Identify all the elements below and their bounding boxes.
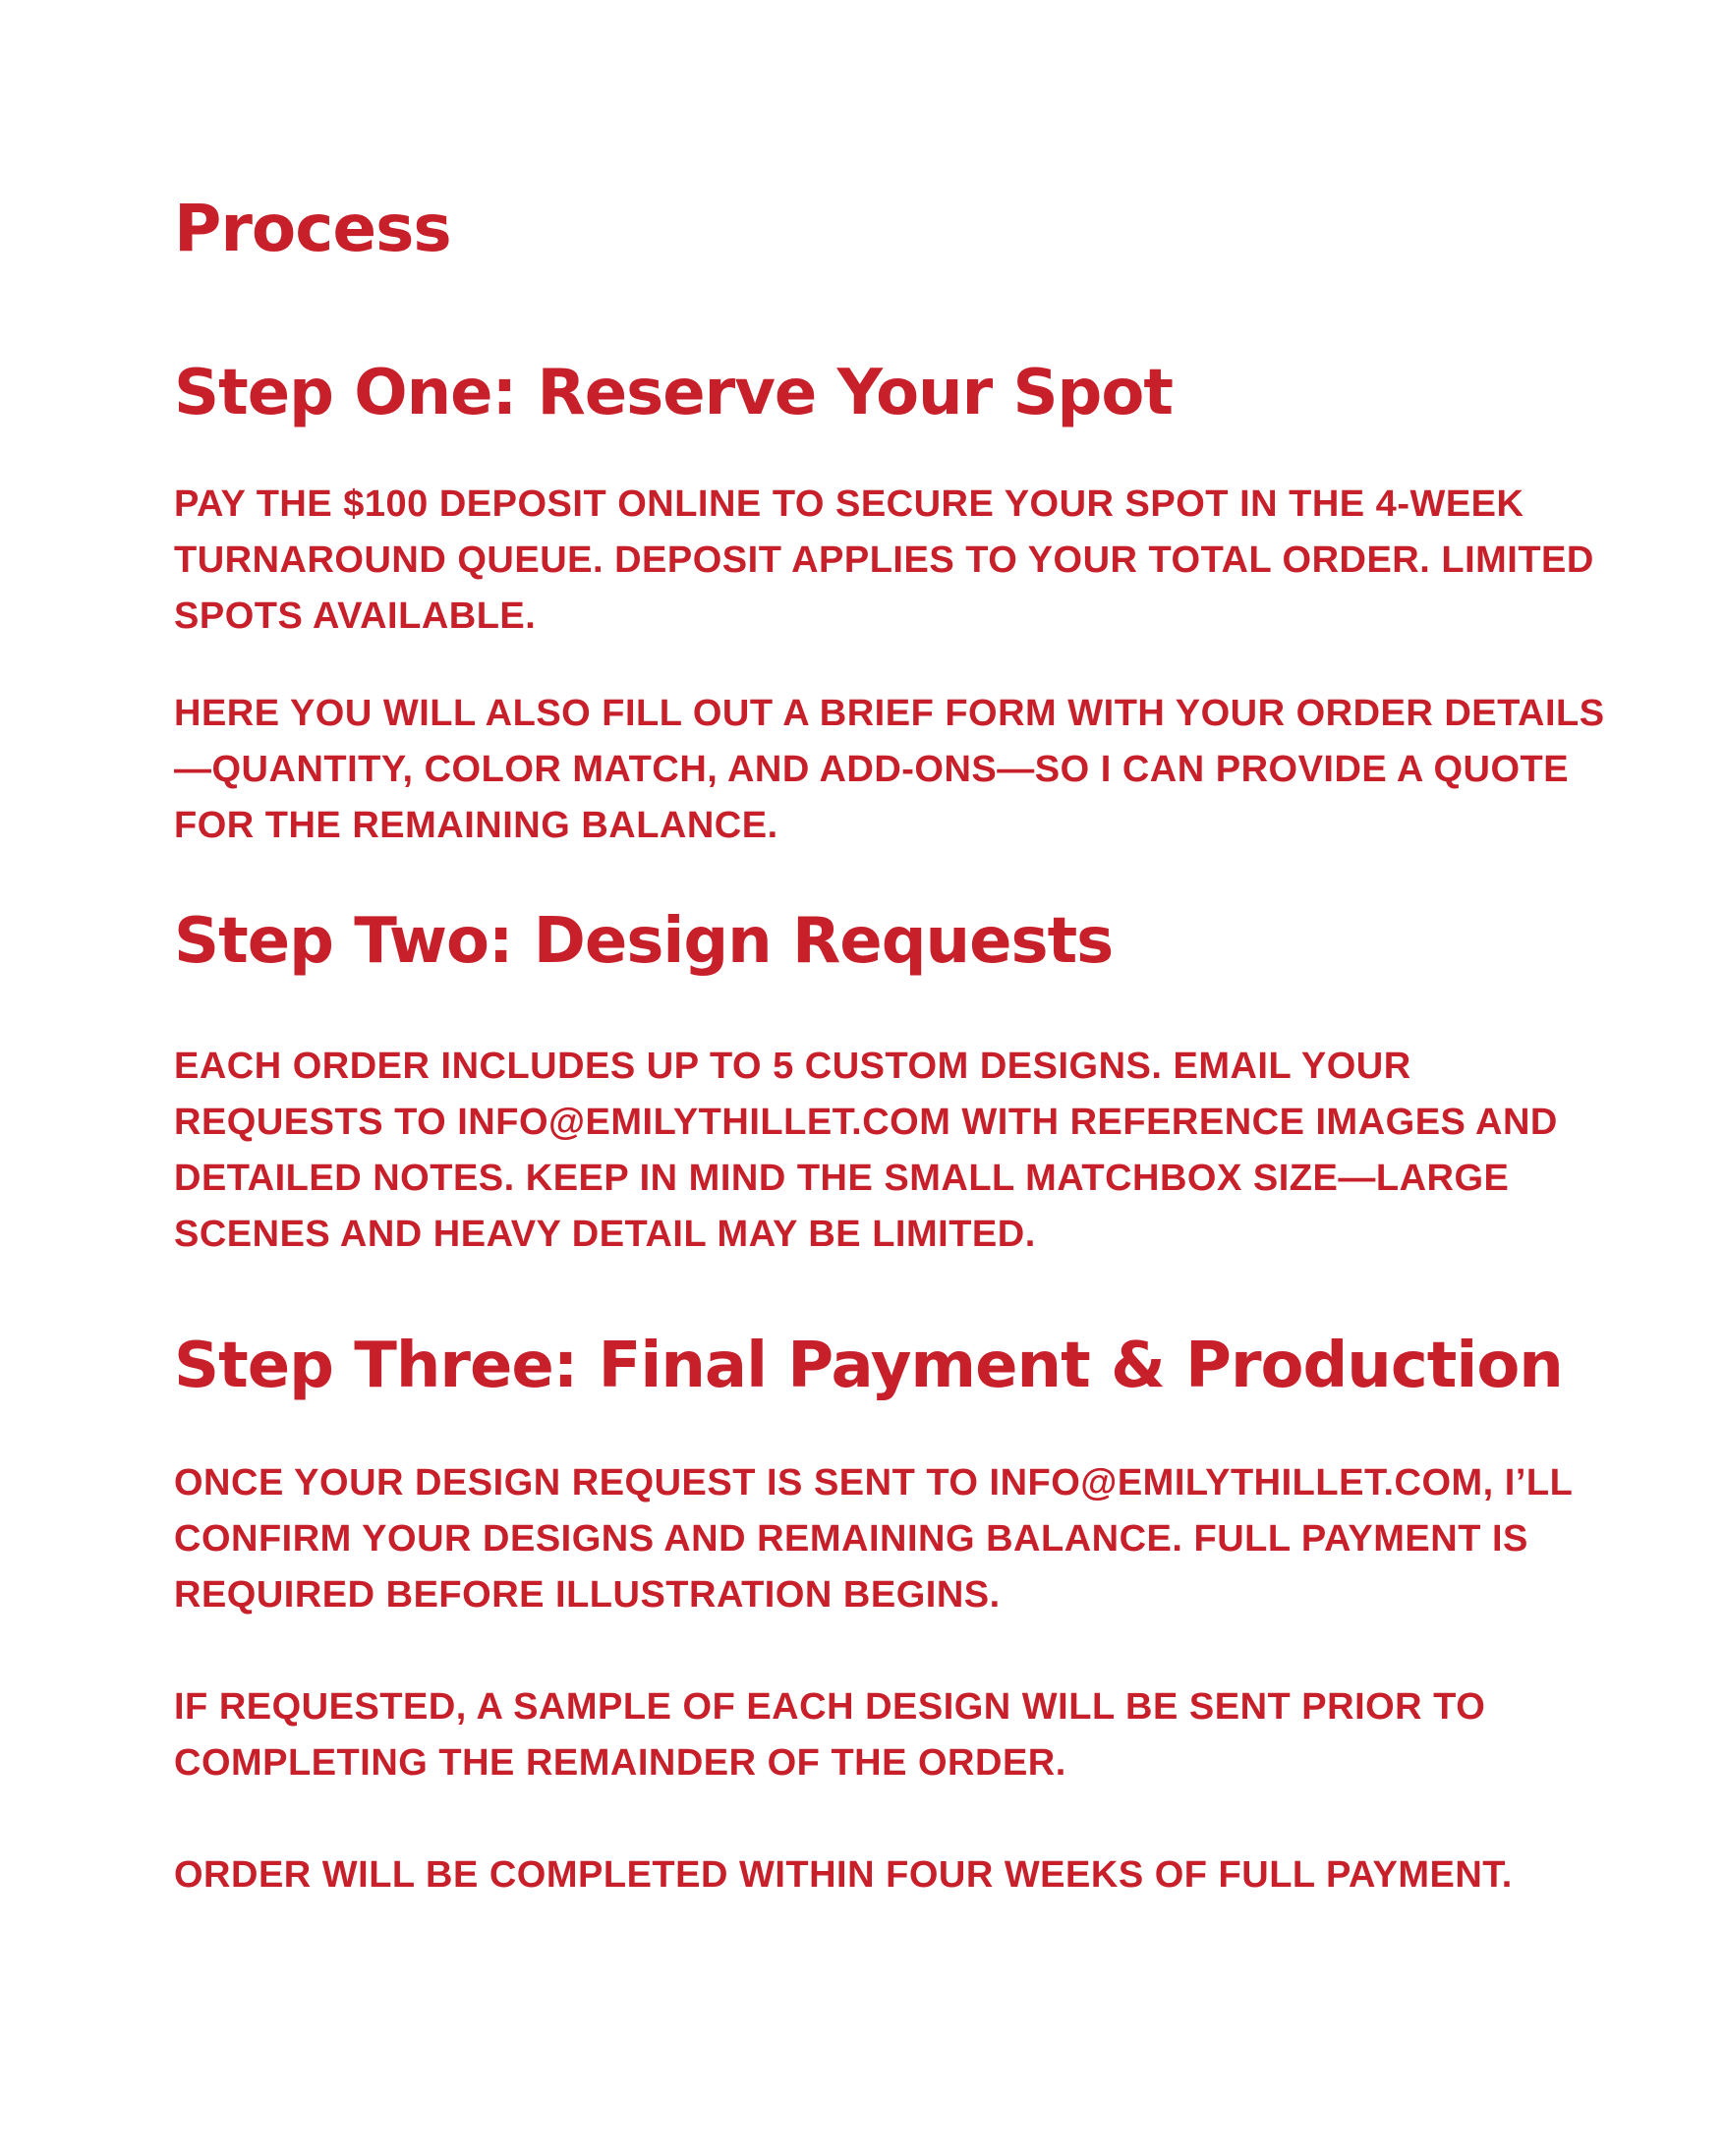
step-three-title: Step Three: Final Payment & Production [174, 1330, 1563, 1402]
step-two-design-text: EACH ORDER INCLUDES UP TO 5 CUSTOM DESIGNS. EMAIL YOUR REQUESTS TO INFO@EMILYTHILLET.COM WITH REFERENCE IMAGES AND DETAILED NOTES. KEEP IN MIND THE SMALL MATCHBOX SIZE—LARGE SCENES AND HEAVY DETAIL MAY BE LIMITED. [174, 1046, 1558, 1255]
step-three-payment-text: ONCE YOUR DESIGN REQUEST IS SENT TO INFO@EMILYTHILLET.COM, I’LL CONFIRM YOUR DESIGNS AND REMAINING BALANCE. FULL PAYMENT IS REQUIRED BEFORE ILLUSTRATION BEGINS. [174, 1462, 1573, 1616]
step-one-form-text: HERE YOU WILL ALSO FILL OUT A BRIEF FORM WITH YOUR ORDER DETAILS—QUANTITY, COLOR MATCH, AND ADD-ONS—SO I CAN PROVIDE A QUOTE FOR THE REMAINING BALANCE. [174, 693, 1605, 846]
step-three-sample-text: IF REQUESTED, A SAMPLE OF EACH DESIGN WILL BE SENT PRIOR TO COMPLETING THE REMAINDER OF THE ORDER. [174, 1686, 1486, 1784]
step-three-completion-text: ORDER WILL BE COMPLETED WITHIN FOUR WEEKS OF FULL PAYMENT. [174, 1854, 1513, 1896]
step-one-deposit-text: PAY THE $100 DEPOSIT ONLINE TO SECURE YOUR SPOT IN THE 4-WEEK TURNAROUND QUEUE. DEPOSIT APPLIES TO YOUR TOTAL ORDER. LIMITED SPOTS AVAILABLE. [174, 483, 1594, 637]
step-one-title: Step One: Reserve Your Spot [174, 357, 1173, 429]
page-title: Process [174, 191, 451, 266]
step-two-title: Step Two: Design Requests [174, 905, 1114, 978]
